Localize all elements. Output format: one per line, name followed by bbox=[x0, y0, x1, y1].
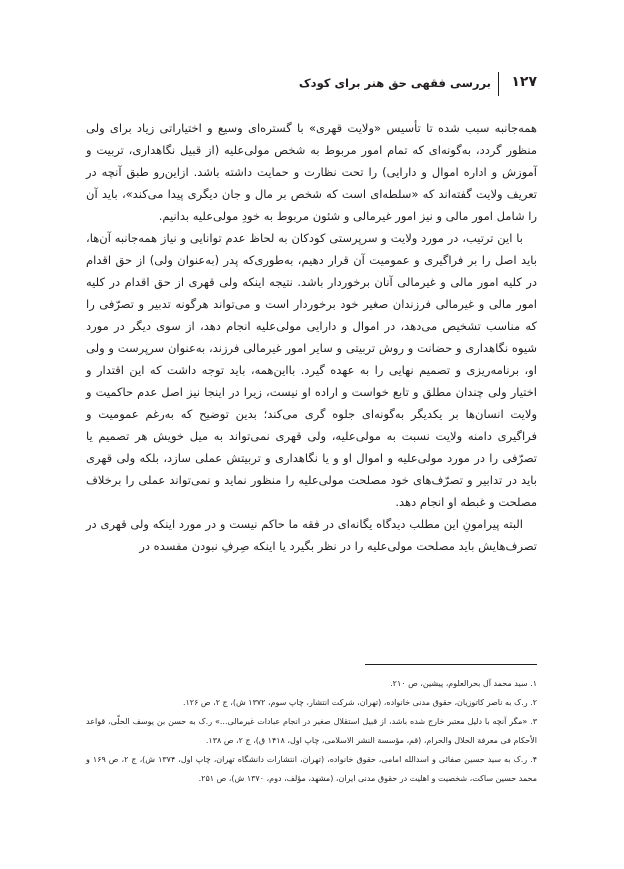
page-number: ۱۲۷ bbox=[511, 74, 537, 90]
paragraph: همه‌جانبه سبب شده تا تأسیس «ولایت قهری» با گستره‌ای وسیع و اختیاراتی زیاد برای ولی منظور گردد، به‌گونه‌ای که تمام امور مربوط به شخص مولی‌علیه (از قبیل نگاهداری، تربیت و آموزش و اداره اموال و دارایی) را تحت نظارت و حمایت داشته باشد. ازاین‌رو طبق آنچه در تعریف ولایت گفته‌اند که «سلطه‌ای است که شخص بر مال و جان دیگری پیدا می‌کند»، باید آن را شامل امور مالی و نیز امور غیرمالی و شئون مربوط به خودِ مولی‌علیه بدانیم. bbox=[86, 121, 537, 223]
footnote: ۳. «مگر آنچه با دلیل معتبر خارج شده باشد، از قبیل استقلال صغیر در انجام عبادات غیرمالی...» ر.ک به حسن بن یوسف الحلّی، قواعد الأحکام فی معرفة الحلال والحرام، (قم، مؤسسة النشر الاسلامی، چاپ اول، ۱۴۱۸ ق)، ج ۲، ص ۱۳۸. bbox=[86, 717, 537, 745]
running-title: بررسی فقهی حق هنر برای کودک bbox=[298, 76, 491, 90]
footnote: ۲. ر.ک به ناصر کاتوزیان، حقوق مدنی خانواده، (تهران، شرکت انتشار، چاپ سوم، ۱۳۷۲ ش)، ج ۲، ص ۱۲۶. bbox=[182, 698, 537, 707]
paragraph: البته پیرامونِ این مطلب دیدگاه یگانه‌ای در فقه ما حاکم نیست و در مورد اینکه ولی قهری در تصرف‌هایش باید مصلحت مولی‌علیه را در نظر بگیرد یا اینکه صِرفِ نبودن مفسده در bbox=[86, 517, 537, 553]
header-divider bbox=[498, 72, 499, 96]
paragraph: با این ترتیب، در مورد ولایت و سرپرستی کودکان به لحاظ عدم توانایی و نیاز همه‌جانبه آن‌ها، باید اصل را بر فراگیری و عمومیت آن قرار دهیم، به‌طوری‌که پدر (به‌عنوان ولی) از حق اقدام در کلیه امور مالی و غیرمالی آنان برخوردار باشد. نتیجه اینکه ولی قهری از حق اقدام در کلیه امور مالی و غیرمالی فرزندان صغیر خود برخوردار است و می‌تواند هرگونه تدبیر و تصرّفی را که مناسب تشخیص می‌دهد، در اموال و دارایی مولی‌علیه انجام دهد، از سوی دیگر در مورد شیوه نگاهداری و حضانت و روش تربیتی و سایر امور غیرمالی فرزند، به‌عنوان سرپرست و ولی او، برنامه‌ریزی و تصمیم نهایی را به عهده گیرد. بااین‌همه، باید توجه داشت که این اقتدار و اختیار ولی چندان مطلق و تابع خواست و اراده او نیست، زیرا در اینجا نیز اصل عدم حاکمیت و ولایت انسان‌ها بر یکدیگر به‌گونه‌ای جلوه گری می‌کند؛ بدین توضیح که به‌رغم عمومیت و فراگیری دامنه ولایت نسبت به مولی‌علیه، ولی قهری نمی‌تواند به میل خویش هر تصمیم یا تصرّفی را در مورد مولی‌علیه و اموال او و یا نگاهداری و تربیتش عملی سازد، بلکه ولی قهری باید در تدابیر و تصرّف‌های خود مصلحت مولی‌علیه را منظور نماید و نمی‌تواند عملی را برخلاف مصلحت و غبطه او انجام دهد. bbox=[86, 231, 537, 509]
page-header bbox=[87, 72, 537, 96]
footnote: ۱. سید محمد آل بحرالعلوم، پیشین، ص ۲۱۰. bbox=[390, 679, 537, 688]
body-text bbox=[86, 117, 537, 557]
footnotes bbox=[86, 674, 537, 788]
footnote-divider bbox=[365, 664, 537, 665]
footnote: ۴. ر.ک به سید حسین صفائی و اسدالله امامی، حقوق خانواده، (تهران، انتشارات دانشگاه تهران، چاپ اول، ۱۳۷۴ ش)، ج ۲، ص ۱۶۹ و محمد حسین ساکت، شخصیت و اهلیت در حقوق مدنی ایران، (مشهد، مؤلف، دوم، ۱۳۷۰ ش)، ص ۲۵۱. bbox=[86, 755, 538, 783]
